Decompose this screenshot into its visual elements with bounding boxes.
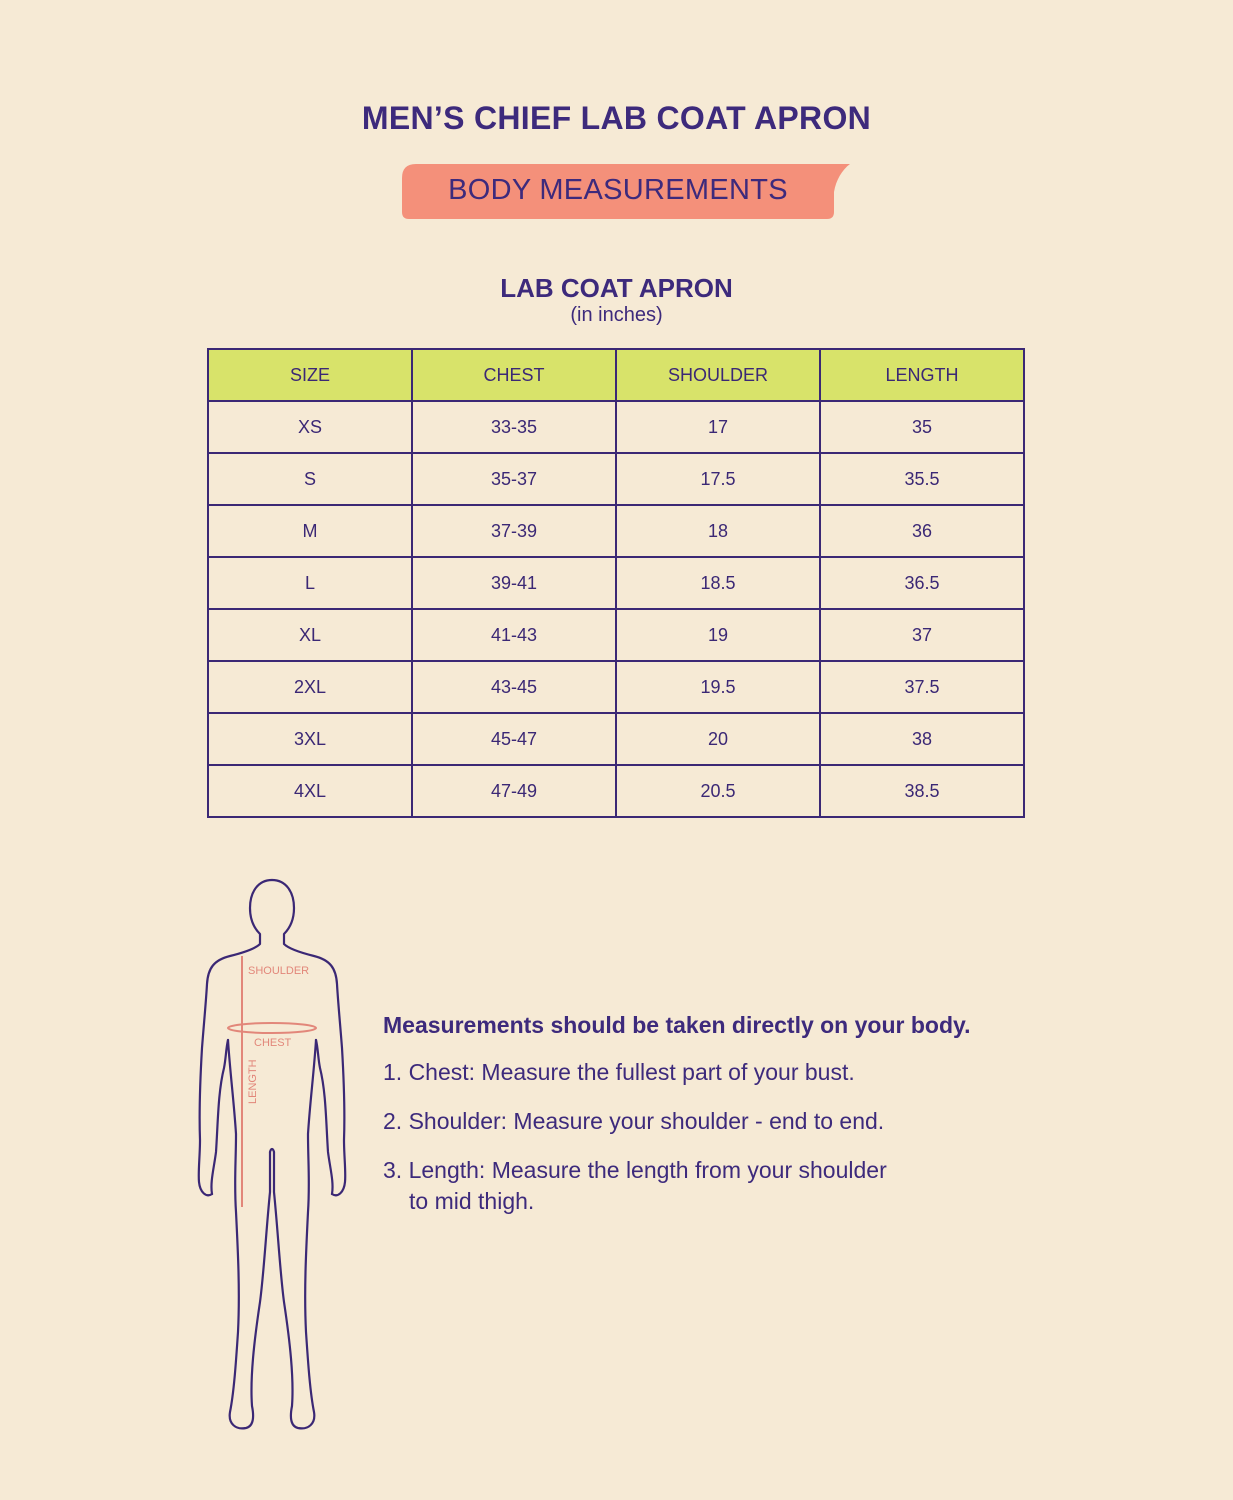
table-row	[208, 505, 1024, 557]
cell-size: M	[208, 505, 412, 557]
banner-label: BODY MEASUREMENTS	[448, 174, 788, 206]
table-title: LAB COAT APRON	[500, 273, 733, 303]
cell-shoulder: 20.5	[616, 765, 820, 817]
cell-size: XS	[208, 401, 412, 453]
cell-length: 36	[820, 505, 1024, 557]
column-header-size: SIZE	[208, 349, 412, 401]
cell-chest: 41-43	[412, 609, 616, 661]
chest-label: CHEST	[254, 1037, 292, 1049]
cell-shoulder: 18.5	[616, 557, 820, 609]
table-row	[208, 557, 1024, 609]
table-row	[208, 401, 1024, 453]
cell-shoulder: 20	[616, 713, 820, 765]
table-row	[208, 713, 1024, 765]
cell-chest: 45-47	[412, 713, 616, 765]
table-row	[208, 661, 1024, 713]
cell-chest: 37-39	[412, 505, 616, 557]
cell-shoulder: 18	[616, 505, 820, 557]
length-label: LENGTH	[247, 1059, 259, 1104]
column-header-length: LENGTH	[820, 349, 1024, 401]
cell-size: 4XL	[208, 765, 412, 817]
cell-size: 3XL	[208, 713, 412, 765]
page-title: MEN’S CHIEF LAB COAT APRON	[361, 100, 872, 136]
instruction-length	[383, 1155, 1083, 1217]
instruction-length-line1: 3. Length: Measure the length from your shoulder	[383, 1157, 887, 1183]
cell-size: S	[208, 453, 412, 505]
cell-length: 35	[820, 401, 1024, 453]
cell-chest: 47-49	[412, 765, 616, 817]
cell-size: XL	[208, 609, 412, 661]
table-row	[208, 453, 1024, 505]
cell-shoulder: 17	[616, 401, 820, 453]
measurement-instructions	[383, 1012, 1083, 1235]
instruction-length-line2: to mid thigh.	[409, 1188, 535, 1214]
column-header-chest: CHEST	[412, 349, 616, 401]
cell-length: 38	[820, 713, 1024, 765]
cell-chest: 33-35	[412, 401, 616, 453]
cell-length: 37	[820, 609, 1024, 661]
cell-chest: 39-41	[412, 557, 616, 609]
human-outline-icon	[190, 872, 360, 1437]
instruction-shoulder: 2. Shoulder: Measure your shoulder - end to end.	[383, 1108, 885, 1134]
cell-length: 36.5	[820, 557, 1024, 609]
table-row	[208, 609, 1024, 661]
cell-size: 2XL	[208, 661, 412, 713]
column-header-shoulder: SHOULDER	[616, 349, 820, 401]
instructions-heading: Measurements should be taken directly on your body.	[383, 1012, 971, 1038]
cell-chest: 43-45	[412, 661, 616, 713]
cell-shoulder: 19	[616, 609, 820, 661]
cell-length: 38.5	[820, 765, 1024, 817]
instruction-chest: 1. Chest: Measure the fullest part of your bust.	[383, 1059, 855, 1085]
table-header-row	[208, 349, 1024, 401]
body-measurement-figure	[190, 872, 360, 1442]
table-subtitle: (in inches)	[570, 304, 663, 326]
shoulder-label: SHOULDER	[248, 965, 310, 977]
cell-size: L	[208, 557, 412, 609]
cell-shoulder: 19.5	[616, 661, 820, 713]
section-banner	[402, 162, 852, 219]
table-row	[208, 765, 1024, 817]
cell-length: 37.5	[820, 661, 1024, 713]
cell-length: 35.5	[820, 453, 1024, 505]
cell-chest: 35-37	[412, 453, 616, 505]
cell-shoulder: 17.5	[616, 453, 820, 505]
size-chart-table	[207, 348, 1025, 818]
